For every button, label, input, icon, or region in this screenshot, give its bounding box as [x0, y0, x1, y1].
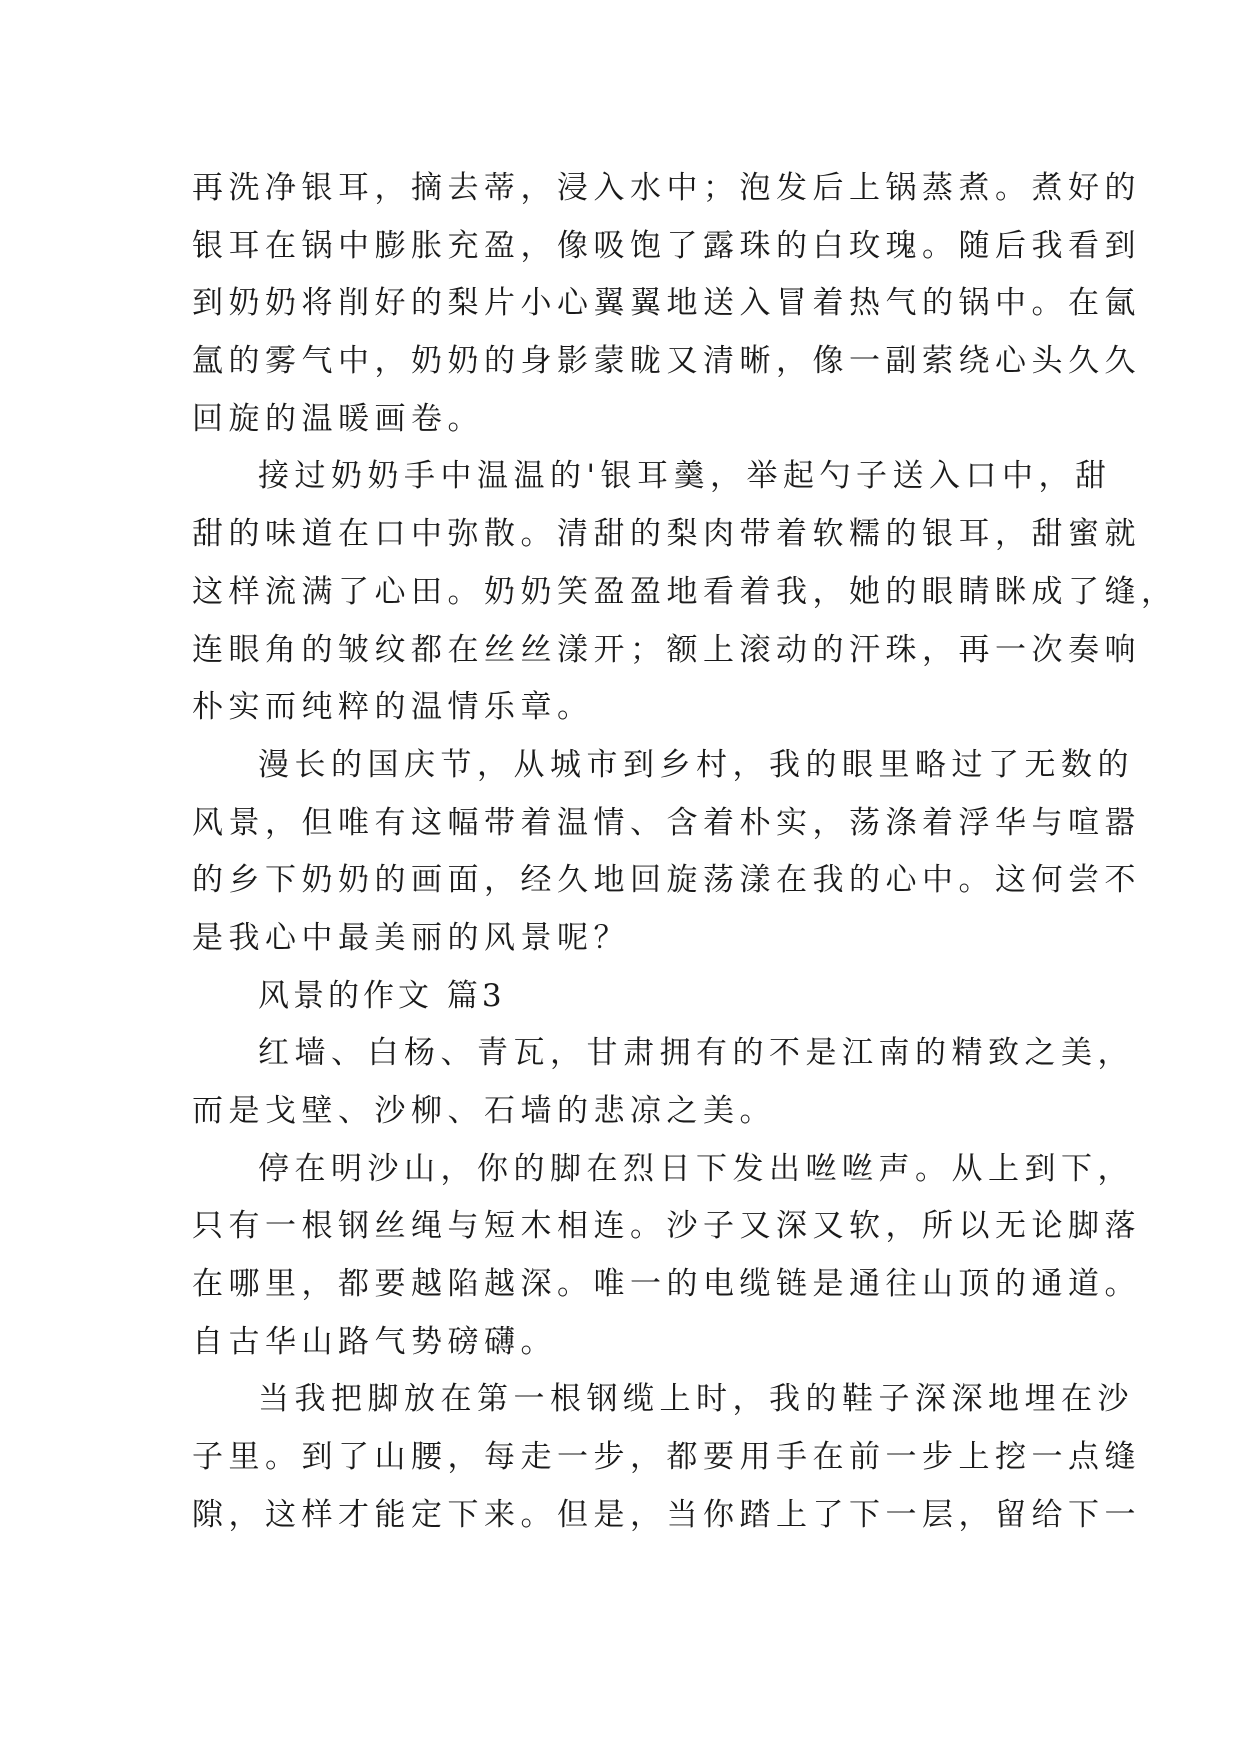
text-line: 的乡下奶奶的画面，经久地回旋荡漾在我的心中。这何尝不 — [192, 862, 1141, 899]
paragraph — [192, 1371, 1141, 1544]
text-line: 到奶奶将削好的梨片小心翼翼地送入冒着热气的锅中。在氤 — [192, 285, 1141, 322]
paragraph — [192, 448, 1178, 736]
text-line: 甜的味道在口中弥散。清甜的梨肉带着软糯的银耳，甜蜜就 — [192, 516, 1141, 553]
text-line: 在哪里，都要越陷越深。唯一的电缆链是通往山顶的通道。 — [192, 1266, 1141, 1303]
text-line: 氲的雾气中，奶奶的身影蒙眬又清晰，像一副萦绕心头久久 — [192, 343, 1141, 380]
text-line: 停在明沙山，你的脚在烈日下发出咝咝声。从上到下， — [258, 1150, 1134, 1187]
text-line: 漫长的国庆节，从城市到乡村，我的眼里略过了无数的 — [258, 746, 1134, 783]
paragraph — [192, 1025, 1134, 1140]
text-line: 接过奶奶手中温温的'银耳羹，举起勺子送入口中，甜 — [258, 458, 1112, 495]
paragraph — [192, 1141, 1141, 1372]
section-heading: 风景的作文 篇3 — [258, 977, 506, 1014]
paragraph — [192, 160, 1141, 448]
text-line: 当我把脚放在第一根钢缆上时，我的鞋子深深地埋在沙 — [258, 1381, 1134, 1418]
text-line: 再洗净银耳，摘去蒂，浸入水中；泡发后上锅蒸煮。煮好的 — [192, 170, 1141, 206]
text-line: 只有一根钢丝绳与短木相连。沙子又深又软，所以无论脚落 — [192, 1208, 1141, 1245]
text-line: 子里。到了山腰，每走一步，都要用手在前一步上挖一点缝 — [192, 1439, 1141, 1476]
paragraph — [192, 737, 1141, 968]
text-line: 银耳在锅中膨胀充盈，像吸饱了露珠的白玫瑰。随后我看到 — [192, 227, 1141, 264]
text-line: 红墙、白杨、青瓦，甘肃拥有的不是江南的精致之美， — [258, 1035, 1134, 1072]
text-line: 自古华山路气势磅礴。 — [192, 1323, 557, 1360]
text-line: 是我心中最美丽的风景呢？ — [192, 919, 630, 956]
text-line: 连眼角的皱纹都在丝丝漾开；额上滚动的汗珠，再一次奏响 — [192, 631, 1141, 668]
text-line: 风景，但唯有这幅带着温情、含着朴实，荡涤着浮华与喧嚣 — [192, 804, 1141, 841]
text-line: 隙，这样才能定下来。但是，当你踏上了下一层，留给下一 — [192, 1496, 1141, 1533]
text-line: 而是戈壁、沙柳、石墙的悲凉之美。 — [192, 1093, 776, 1129]
document-body — [192, 160, 1178, 1545]
text-line: 朴实而纯粹的温情乐章。 — [192, 689, 594, 726]
text-line: 回旋的温暖画卷。 — [192, 400, 484, 437]
text-line: 这样流满了心田。奶奶笑盈盈地看着我，她的眼睛眯成了缝， — [192, 573, 1178, 610]
